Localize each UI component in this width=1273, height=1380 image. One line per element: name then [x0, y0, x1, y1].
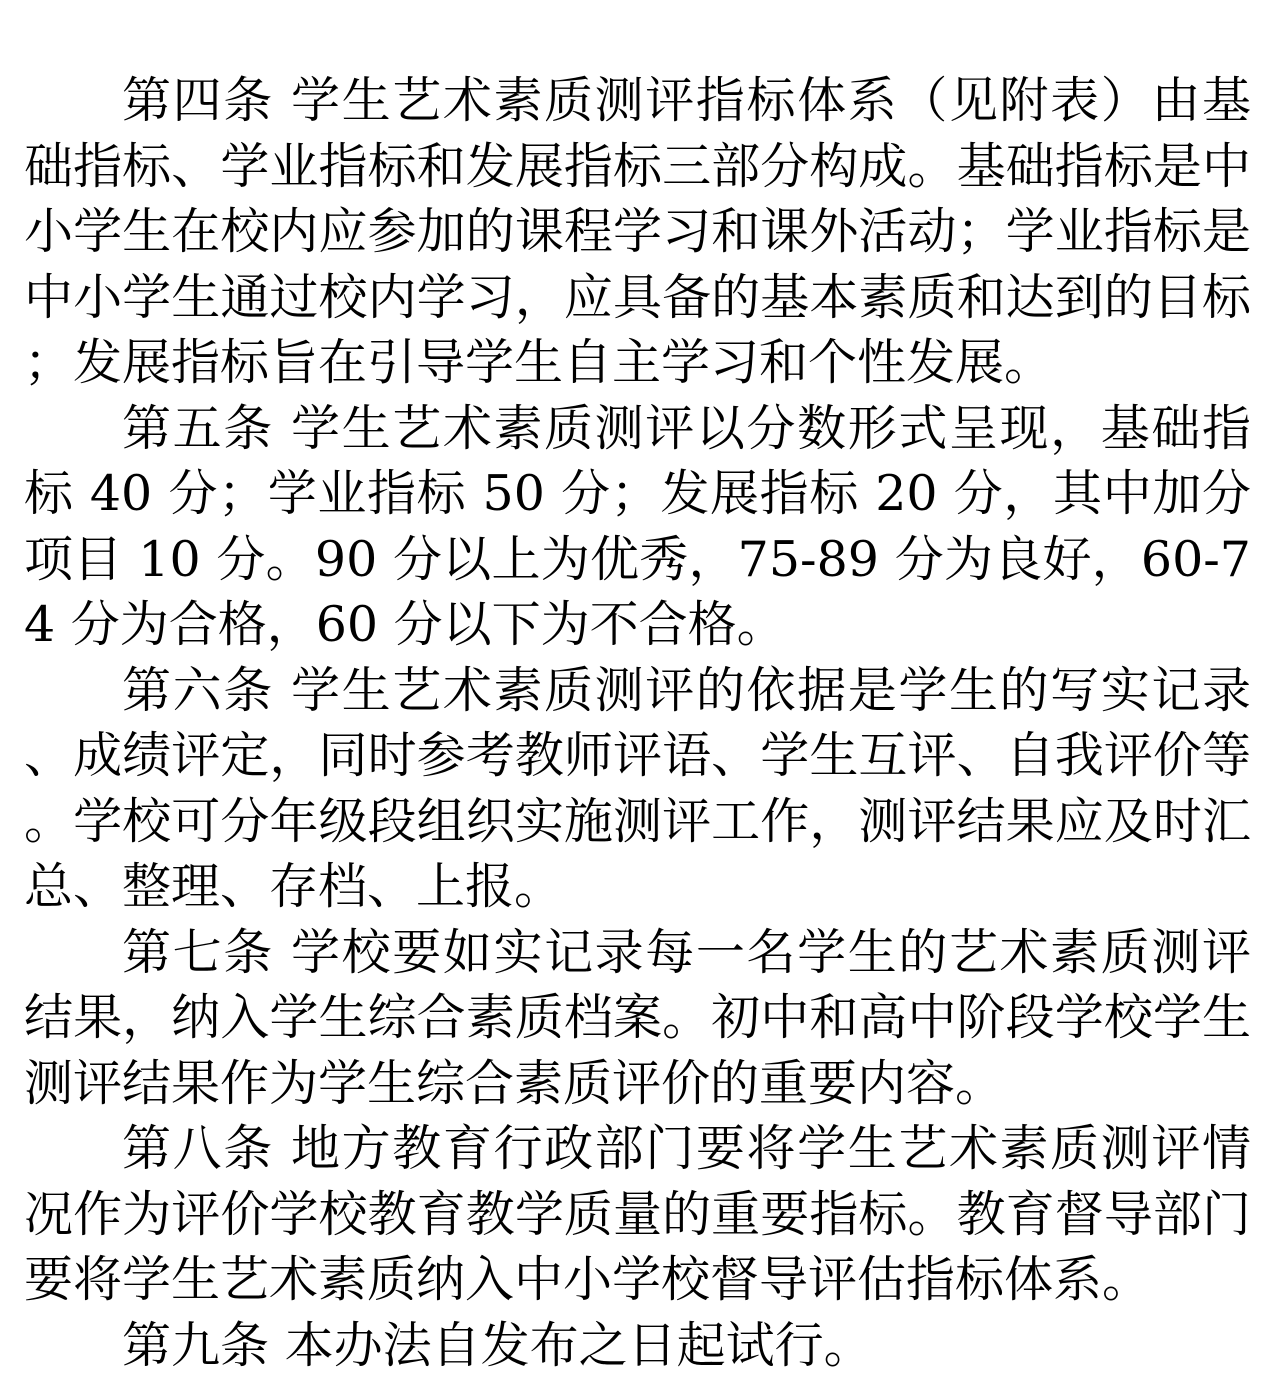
article-9: 第九条 本办法自发布之日起试行。 — [122, 1316, 873, 1374]
article-6: 第六条 学生艺术素质测评的依据是学生的写实记录、成绩评定，同时参考教师评语、学生互评、自我评价等。学校可分年级段组织实施测评工作，测评结果应及时汇总、整理、存档、上报。 — [24, 661, 1251, 915]
article-4: 第四条 学生艺术素质测评指标体系（见附表）由基础指标、学业指标和发展指标三部分构成。基础指标是中小学生在校内应参加的课程学习和课外活动；学业指标是中小学生通过校内学习，应具备的基本素质和达到的目标；发展指标旨在引导学生自主学习和个性发展。 — [24, 72, 1251, 391]
article-8: 第八条 地方教育行政部门要将学生艺术素质测评情况作为评价学校教育教学质量的重要指标。教育督导部门要将学生艺术素质纳入中小学校督导评估指标体系。 — [24, 1120, 1251, 1308]
article-5: 第五条 学生艺术素质测评以分数形式呈现，基础指标 40 分；学业指标 50 分；发展指标 20 分，其中加分项目 10 分。90 分以上为优秀，75-89 分为良好，60-74 分为合格，60 分以下为不合格。 — [24, 399, 1251, 653]
article-7: 第七条 学校要如实记录每一名学生的艺术素质测评结果，纳入学生综合素质档案。初中和高中阶段学校学生测评结果作为学生综合素质评价的重要内容。 — [24, 923, 1251, 1112]
